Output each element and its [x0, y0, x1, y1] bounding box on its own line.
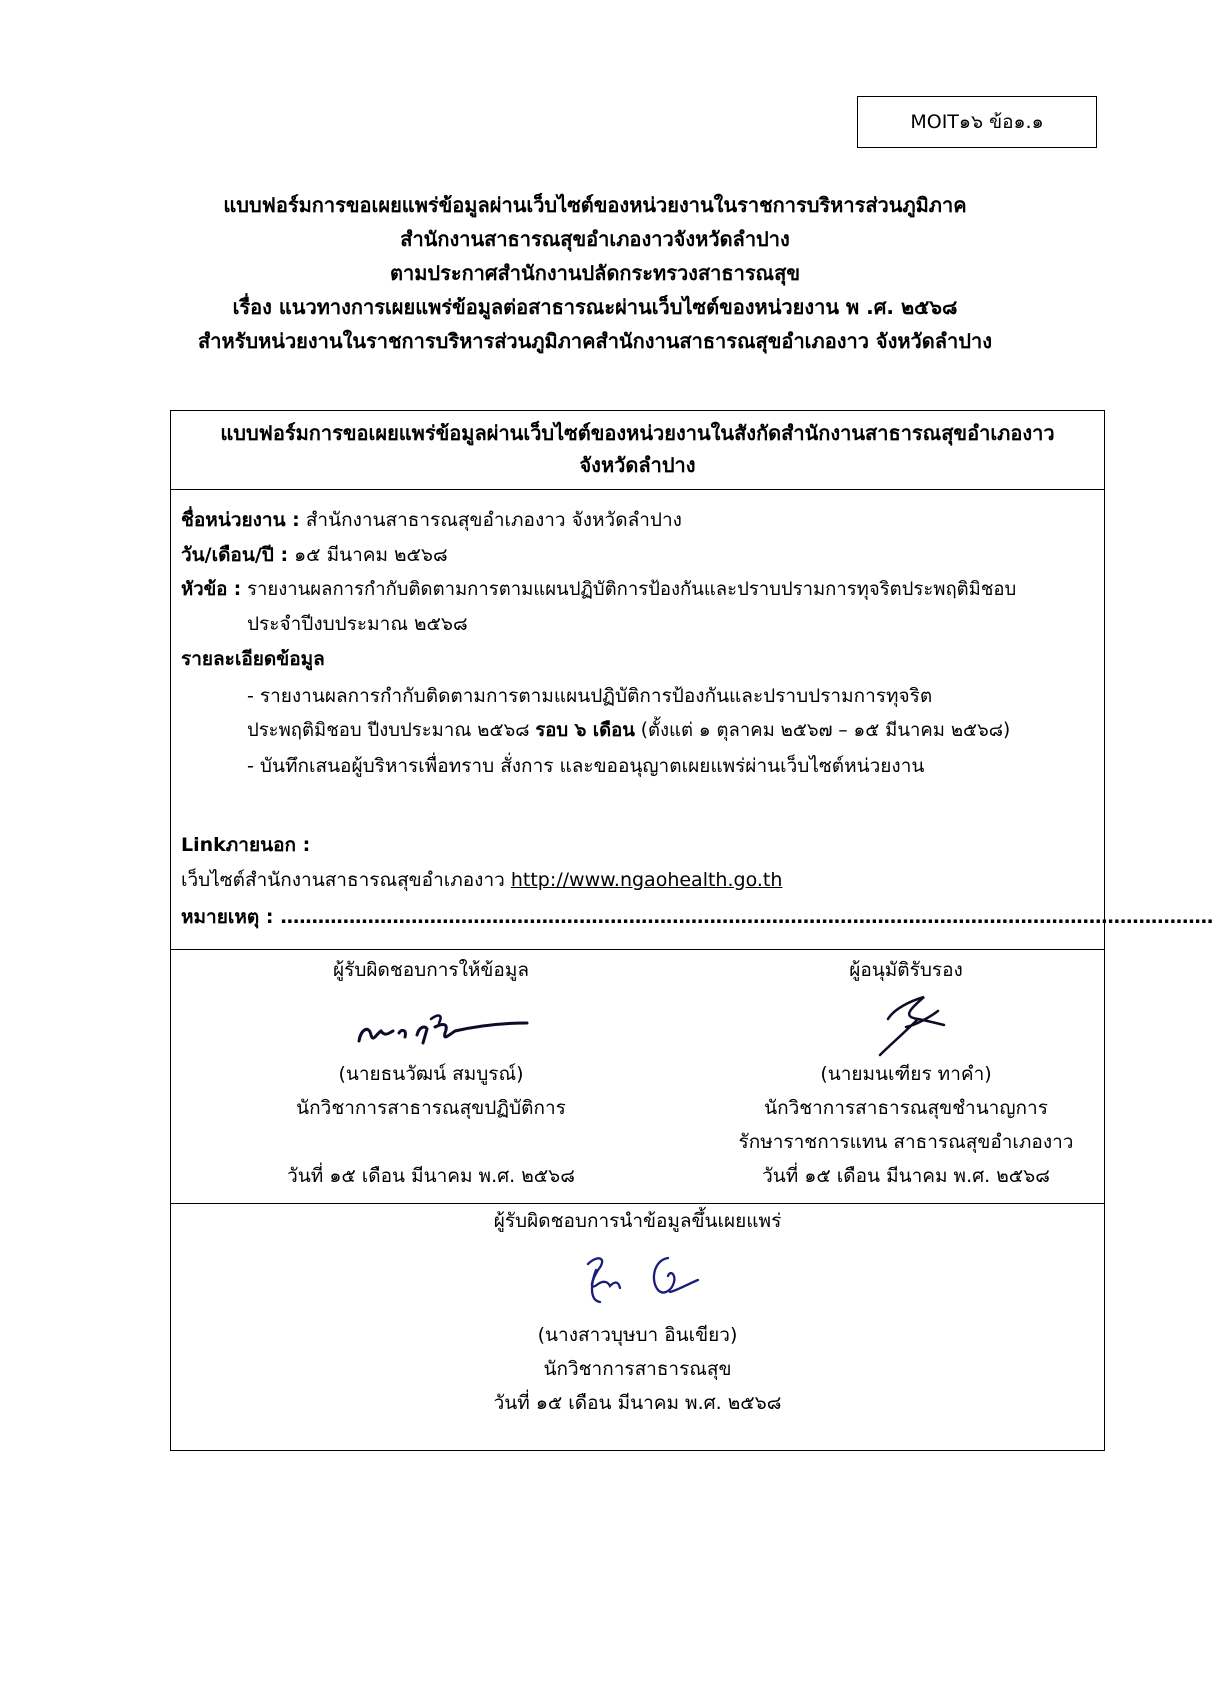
detail-item-1-range: (ตั้งแต่ ๑ ตุลาคม ๒๕๖๗ – ๑๕ มีนาคม ๒๕๖๘) [634, 720, 1011, 741]
publication-form [170, 410, 1213, 1451]
approver-name: (นายมนเฑียร ทาคำ) [820, 1063, 992, 1085]
document-code-box [857, 96, 1097, 148]
note-row [181, 902, 1213, 932]
unit-row [181, 505, 682, 535]
approver-signature [806, 989, 1006, 1059]
date-label: วัน/เดือน/ปี : [181, 544, 289, 566]
topic-value-cont: ประจำปีงบประมาณ ๒๕๖๘ [247, 613, 468, 635]
website-link[interactable]: http://www.ngaohealth.go.th [510, 869, 783, 891]
date-value: ๑๕ มีนาคม ๒๕๖๘ [288, 544, 448, 566]
header-line-1: แบบฟอร์มการขอเผยแพร่ข้อมูลผ่านเว็บไซต์ของหน่วยงานในราชการบริหารส่วนภูมิภาค [223, 193, 967, 217]
publisher-signature [538, 1240, 738, 1320]
unit-label: ชื่อหน่วยงาน : [181, 509, 300, 531]
form-title [171, 411, 1104, 490]
provider-heading: ผู้รับผิดชอบการให้ข้อมูล [333, 959, 529, 981]
publisher-signer [171, 1204, 1104, 1422]
publisher-date: วันที่ ๑๕ เดือน มีนาคม พ.ศ. ๒๕๖๘ [493, 1392, 782, 1414]
link-description: เว็บไซต์สำนักงานสาธารณสุขอำเภองาว [181, 869, 511, 891]
provider-position: นักวิชาการสาธารณสุขปฏิบัติการ [296, 1097, 566, 1119]
topic-value: รายงานผลการกำกับติดตามการตามแผนปฏิบัติการป้องกันและปราบปรามการทุจริตประพฤติมิชอบ [241, 579, 1017, 600]
header-line-2: สำนักงานสาธารณสุขอำเภองาวจังหวัดลำปาง [400, 227, 790, 251]
document-header [60, 188, 1130, 358]
detail-label: รายละเอียดข้อมูล [181, 648, 325, 670]
document-code: MOIT๑๖ ข้อ๑.๑ [910, 111, 1044, 133]
date-row [181, 540, 448, 570]
detail-item-1-period: รอบ ๖ เดือน [535, 720, 635, 741]
provider-signer [251, 950, 611, 1195]
header-line-5: สำหรับหน่วยงานในราชการบริหารส่วนภูมิภาคสำนักงานสาธารณสุขอำเภองาว จังหวัดลำปาง [198, 329, 992, 353]
unit-value: สำนักงานสาธารณสุขอำเภองาว จังหวัดลำปาง [299, 509, 682, 531]
publisher-section [171, 1204, 1104, 1450]
signature-section [171, 949, 1104, 1204]
topic-label: หัวข้อ : [181, 579, 242, 600]
detail-item-1: - รายงานผลการกำกับติดตามการตามแผนปฏิบัติการป้องกันและปราบปรามการทุจริต [247, 685, 933, 707]
link-row [181, 865, 782, 895]
provider-date: วันที่ ๑๕ เดือน มีนาคม พ.ศ. ๒๕๖๘ [287, 1165, 575, 1187]
header-line-3: ตามประกาศสำนักงานปลัดกระทรวงสาธารณสุข [389, 261, 800, 285]
detail-item-1-cont [247, 716, 1010, 746]
approver-signer [716, 950, 1096, 1195]
note-dots: ...................................................................................................................................................... [280, 906, 1213, 928]
provider-name: (นายธนวัฒน์ สมบูรณ์) [338, 1063, 524, 1085]
approver-date: วันที่ ๑๕ เดือน มีนาคม พ.ศ. ๒๕๖๘ [762, 1165, 1050, 1187]
approver-position: นักวิชาการสาธารณสุขชำนาญการ [764, 1097, 1048, 1119]
publisher-name: (นางสาวบุษบา อินเขียว) [537, 1324, 738, 1346]
detail-item-2: - บันทึกเสนอผู้บริหารเพื่อทราบ สั่งการ และขออนุญาตเผยแพร่ผ่านเว็บไซต์หน่วยงาน [247, 755, 925, 777]
approver-acting-position: รักษาราชการแทน สาธารณสุขอำเภองาว [738, 1131, 1074, 1153]
detail-item-1-text: ประพฤติมิชอบ ปีงบประมาณ ๒๕๖๘ [247, 720, 536, 741]
provider-signature [331, 989, 531, 1059]
form-title-line-1: แบบฟอร์มการขอเผยแพร่ข้อมูลผ่านเว็บไซต์ของหน่วยงานในสังกัดสำนักงานสาธารณสุขอำเภองาว [220, 421, 1055, 445]
publisher-heading: ผู้รับผิดชอบการนำข้อมูลขึ้นเผยแพร่ [493, 1210, 782, 1232]
approver-heading: ผู้อนุมัติรับรอง [849, 959, 963, 981]
topic-row [181, 575, 1016, 605]
link-label: Linkภายนอก : [181, 834, 311, 856]
form-title-line-2: จังหวัดลำปาง [579, 453, 696, 477]
publisher-position: นักวิชาการสาธารณสุข [543, 1358, 732, 1380]
header-line-4: เรื่อง แนวทางการเผยแพร่ข้อมูลต่อสาธารณะผ่านเว็บไซต์ของหน่วยงาน พ .ศ. ๒๕๖๘ [232, 295, 958, 319]
note-label: หมายเหตุ : [181, 906, 281, 928]
